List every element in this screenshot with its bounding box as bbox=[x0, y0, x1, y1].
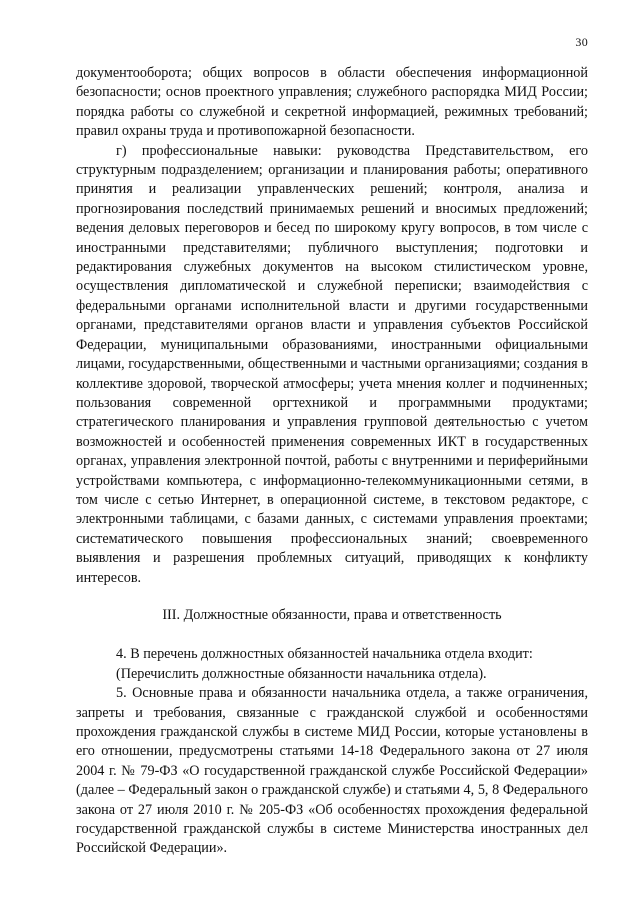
page-number: 30 bbox=[575, 35, 588, 49]
paragraph-duties-list: 4. В перечень должностных обязанностей начальника отдела входит: bbox=[116, 646, 533, 663]
paragraph-professional-skills: г) профессиональные навыки: руководства Представительством, его структурным подразделением; организации и планирования работы; оперативного принятия и реализации управленческих решений; контроля, анализа и прогнозирования последствий принимаемых решений и вносимых предложений; ведения деловых переговоров и бесед по широкому кругу вопросов, в том числе с иностранными представителями; публичного выступления; подготовки и редактирования служебных документов на высоком стилистическом уровне, осуществления дипломатической и служебной переписки; взаимодействия с федеральными органами исполнительной власти и другими государственными органами, представителями органов власти и управления субъектов Российской Федерации, муниципальными образованиями, иностранными официальными лицами, государственными, общественными и частными организациями; создания в коллективе здоровой, творческой атмосферы; учета мнения коллег и подчиненных; пользования современной оргтехникой и программными продуктами; стратегического планирования и управления групповой деятельностью с учетом возможностей и особенностей применения современных ИКТ в государственных органах, управления электронной почтой, работы с внутренними и периферийными устройствами компьютера, с информационно-телекоммуникационными сетями, в том числе с сетью Интернет, в операционной системе, в текстовом редакторе, с электронными таблицами, с базами данных, с системами управления проектами; систематического повышения профессиональных знаний; своевременного выявления и разрешения проблемных ситуаций, приводящих к конфликту интересов. bbox=[76, 142, 588, 586]
paragraph-duties-placeholder: (Перечислить должностные обязанности начальника отдела). bbox=[116, 665, 487, 682]
section-heading: III. Должностные обязанности, права и ответственность bbox=[162, 606, 502, 623]
paragraph-continuation: документооборота; общих вопросов в области обеспечения информационной безопасности; основ проектного управления; служебного распорядка МИД России; порядка работы со служебной и секретной информацией, режимных требований; правил охраны труда и противопожарной безопасности. bbox=[76, 65, 588, 140]
document-body bbox=[76, 64, 588, 859]
paragraph-rights-obligations: 5. Основные права и обязанности начальника отдела, а также ограничения, запреты и требования, связанные с гражданской службой и особенностями прохождения гражданской службы в системе МИД России, которые установлены в его отношении, предусмотрены статьями 14-18 Федерального закона от 27 июля 2004 г. № 79-ФЗ «О государственной гражданской службе Российской Федерации» (далее – Федеральный закон о гражданской службе) и статьями 4, 5, 8 Федерального закона от 27 июля 2010 г. № 205-ФЗ «Об особенностях прохождения федеральной государственной гражданской службы в системе Министерства иностранных дел Российской Федерации». bbox=[76, 685, 588, 857]
